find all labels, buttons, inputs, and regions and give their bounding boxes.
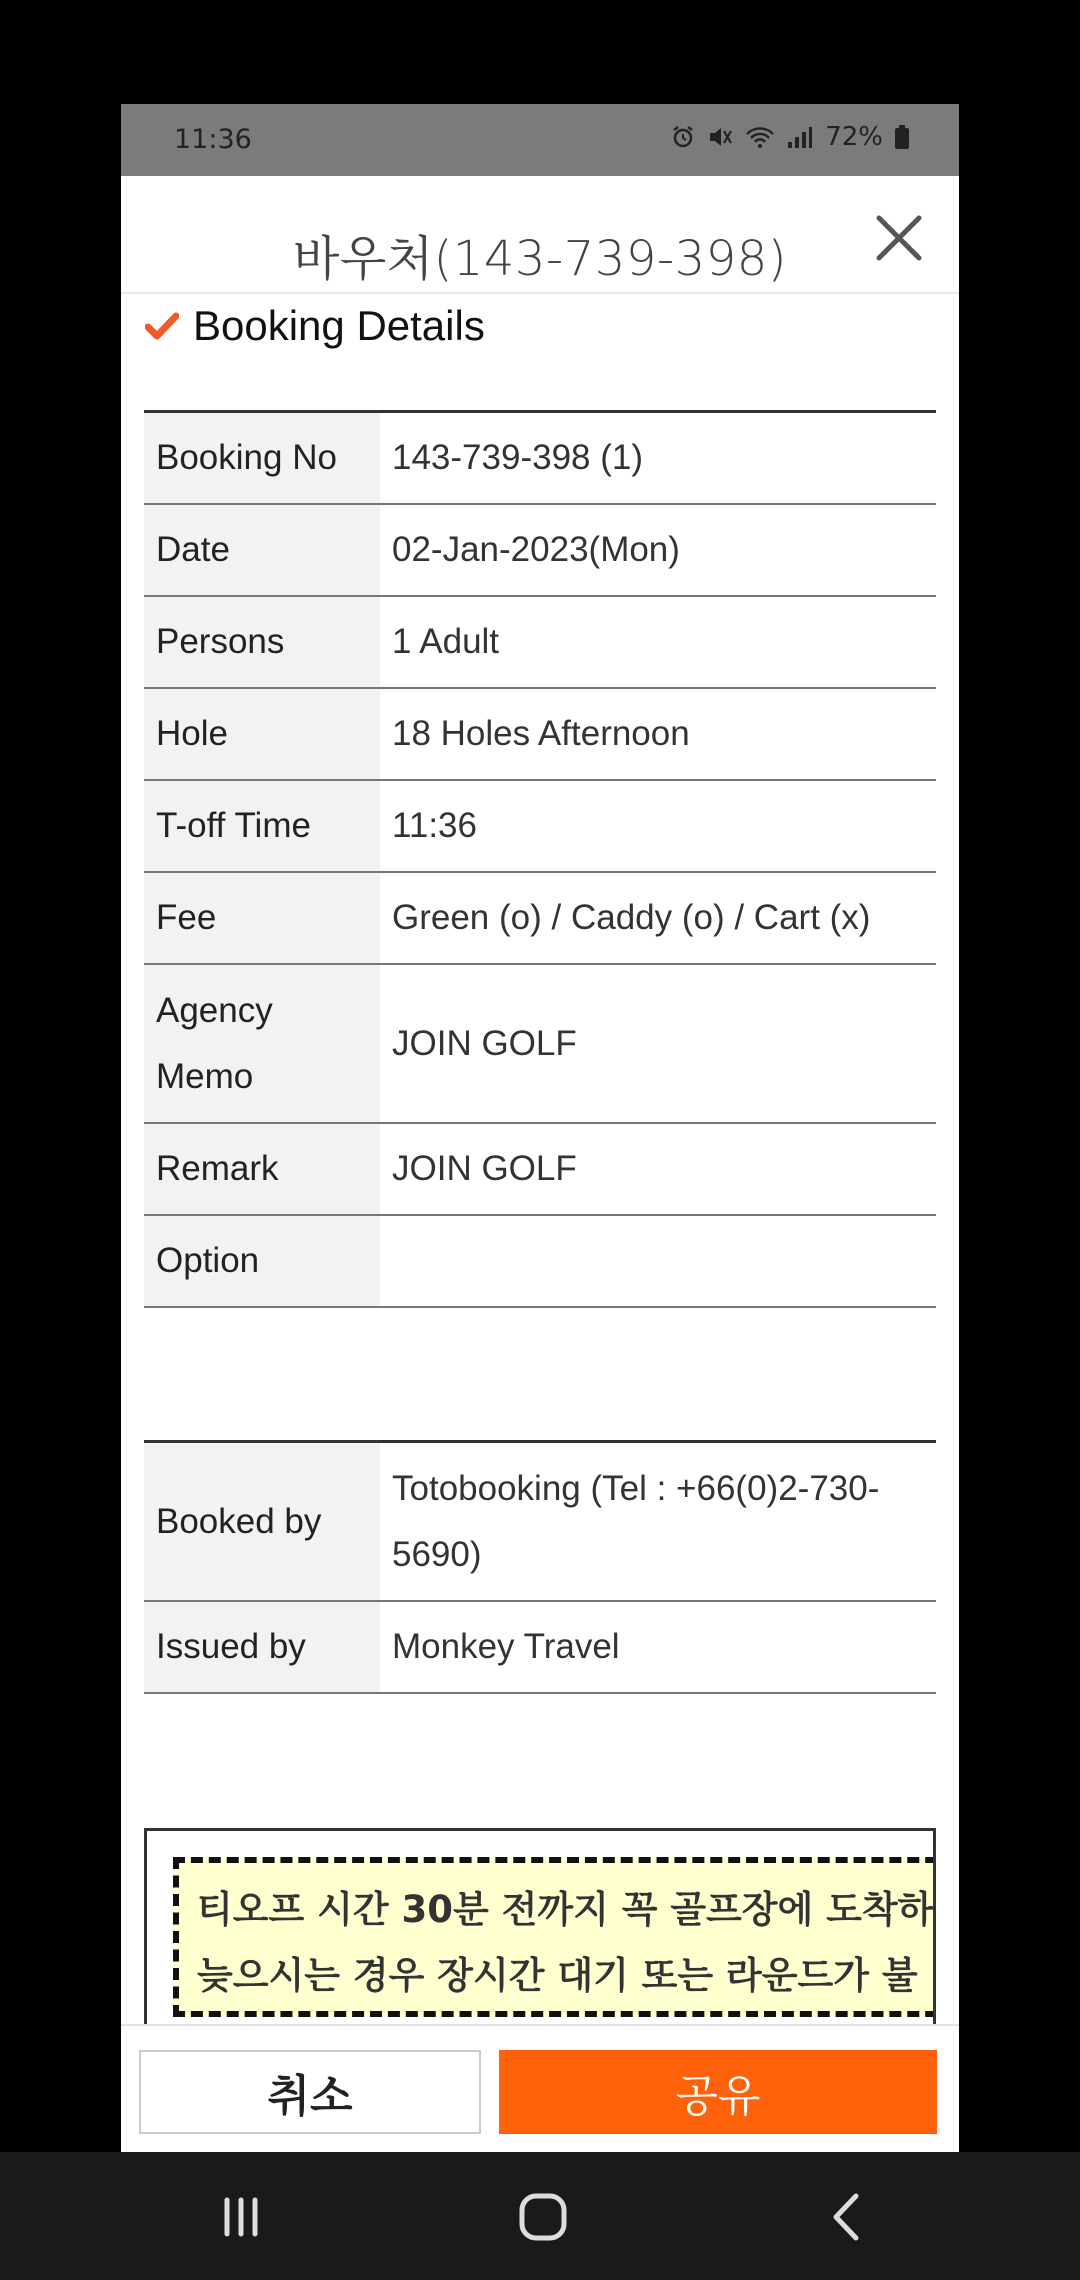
row-label: Agency Memo bbox=[144, 965, 380, 1122]
recent-apps-icon[interactable] bbox=[206, 2182, 276, 2252]
section-title bbox=[145, 302, 485, 350]
notice-line: 티오프 시간 30분 전까지 꼭 골프장에 도착하 bbox=[197, 1888, 934, 1931]
row-label: T-off Time bbox=[144, 781, 380, 871]
row-value: 02-Jan-2023(Mon) bbox=[392, 530, 680, 569]
row-label: Hole bbox=[144, 689, 380, 779]
voucher-screen bbox=[121, 104, 959, 2152]
table-row bbox=[144, 1443, 936, 1602]
table-row bbox=[144, 965, 936, 1124]
cancel-button[interactable]: 취소 bbox=[139, 2050, 481, 2134]
issuer-table bbox=[144, 1440, 936, 1694]
row-label: Booked by bbox=[144, 1443, 380, 1600]
voucher-content bbox=[121, 294, 959, 2024]
wifi-icon bbox=[745, 125, 775, 149]
row-label: Date bbox=[144, 505, 380, 595]
table-row bbox=[144, 873, 936, 965]
battery-icon bbox=[895, 125, 909, 149]
table-row bbox=[144, 597, 936, 689]
table-row bbox=[144, 1216, 936, 1308]
table-row bbox=[144, 781, 936, 873]
row-value: 143-739-398 (1) bbox=[392, 438, 643, 477]
modal-header bbox=[121, 176, 959, 294]
table-row bbox=[144, 1602, 936, 1694]
mute-icon bbox=[707, 125, 733, 149]
table-row bbox=[144, 1124, 936, 1216]
notice-highlight bbox=[173, 1857, 936, 2017]
share-button[interactable]: 공유 bbox=[499, 2050, 937, 2134]
status-icons bbox=[671, 122, 909, 152]
home-icon[interactable] bbox=[508, 2182, 578, 2252]
modal-footer bbox=[121, 2024, 959, 2152]
status-time: 11:36 bbox=[174, 124, 252, 155]
notice-box bbox=[144, 1828, 936, 2024]
row-label: Option bbox=[144, 1216, 380, 1306]
system-nav-bar bbox=[0, 2152, 1080, 2280]
check-icon bbox=[145, 312, 179, 340]
battery-percent: 72% bbox=[825, 122, 883, 152]
row-label: Issued by bbox=[144, 1602, 380, 1692]
row-label: Remark bbox=[144, 1124, 380, 1214]
row-value bbox=[380, 1216, 936, 1306]
row-value: Monkey Travel bbox=[392, 1627, 620, 1666]
signal-icon bbox=[787, 125, 813, 149]
row-value: 18 Holes Afternoon bbox=[392, 714, 690, 753]
table-row bbox=[144, 413, 936, 505]
row-label: Booking No bbox=[144, 413, 380, 503]
row-value: Totobooking (Tel : +66(0)2-730-5690) bbox=[392, 1468, 880, 1574]
row-value: 11:36 bbox=[392, 806, 477, 845]
section-title-label: Booking Details bbox=[193, 302, 485, 349]
notice-line: 늦으시는 경우 장시간 대기 또는 라운드가 불 bbox=[197, 1954, 918, 1997]
modal-title: 바우처(143-739-398) bbox=[292, 231, 788, 287]
row-label: Fee bbox=[144, 873, 380, 963]
row-value: JOIN GOLF bbox=[392, 1023, 577, 1063]
row-value: 1 Adult bbox=[392, 622, 500, 661]
row-label: Persons bbox=[144, 597, 380, 687]
status-bar bbox=[121, 104, 959, 176]
booking-table bbox=[144, 410, 936, 1308]
back-icon[interactable] bbox=[812, 2182, 882, 2252]
table-row bbox=[144, 505, 936, 597]
row-value: JOIN GOLF bbox=[392, 1149, 577, 1188]
row-value: Green (o) / Caddy (o) / Cart (x) bbox=[392, 898, 871, 937]
alarm-icon bbox=[671, 125, 695, 149]
close-icon[interactable] bbox=[873, 212, 925, 264]
table-row bbox=[144, 689, 936, 781]
